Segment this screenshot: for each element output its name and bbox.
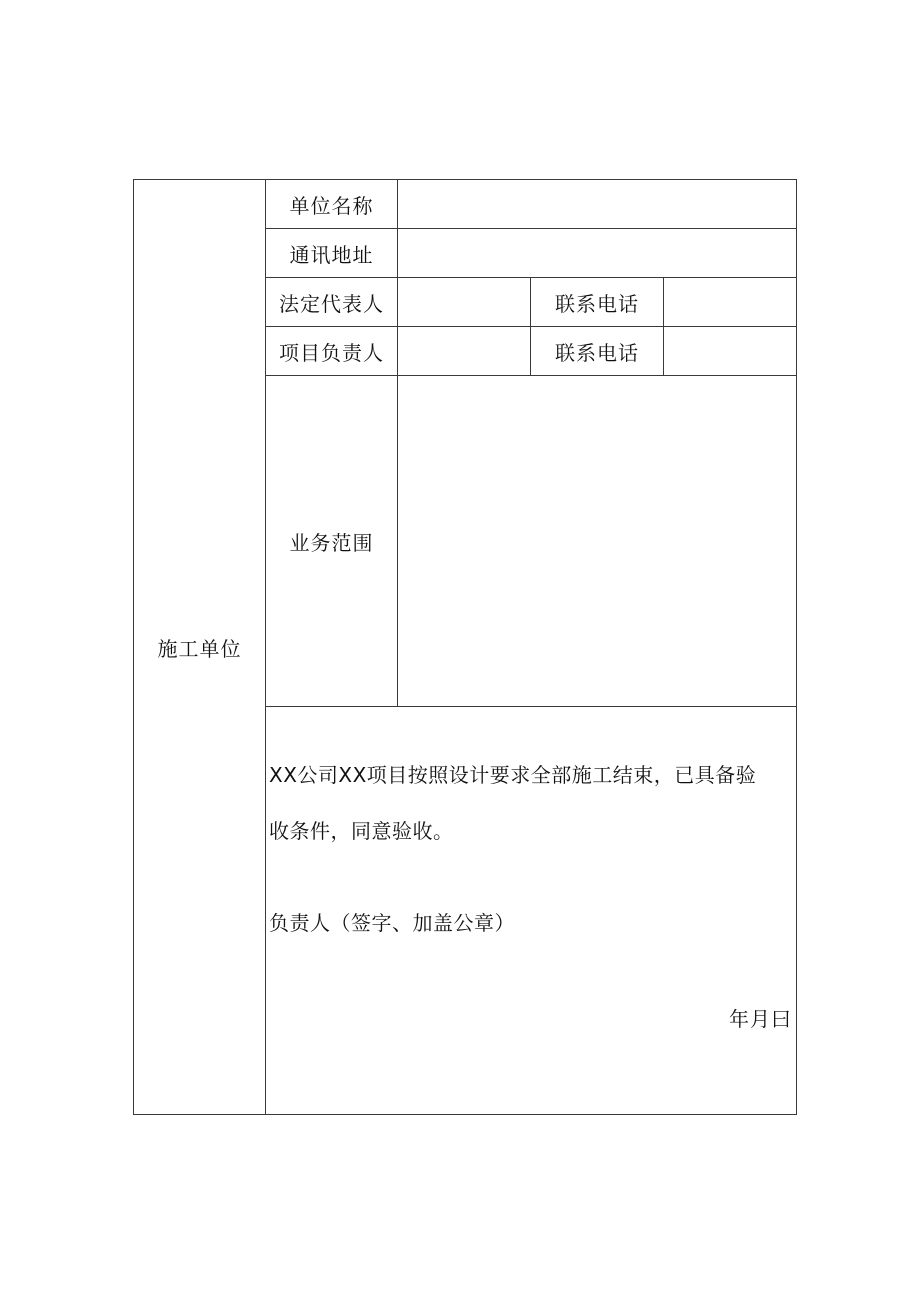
legal-representative-field[interactable] xyxy=(398,278,531,327)
section-label-text: 施工单位 xyxy=(157,636,242,661)
project-lead-phone-label: 联系电话 xyxy=(531,327,664,376)
unit-name-field[interactable] xyxy=(398,180,797,229)
construction-unit-form xyxy=(133,179,797,1115)
unit-name-label: 单位名称 xyxy=(266,180,398,229)
legal-representative-phone-label: 联系电话 xyxy=(531,278,664,327)
project-lead-field[interactable] xyxy=(398,327,531,376)
acceptance-statement-cell xyxy=(266,707,797,1115)
section-label-construction-unit xyxy=(134,180,266,1115)
address-label: 通讯地址 xyxy=(266,229,398,278)
legal-representative-label: 法定代表人 xyxy=(266,278,398,327)
legal-representative-phone-field[interactable] xyxy=(664,278,797,327)
project-lead-label: 项目负责人 xyxy=(266,327,398,376)
date-label: 年月曰 xyxy=(729,1007,793,1031)
project-lead-phone-field[interactable] xyxy=(664,327,797,376)
business-scope-field[interactable] xyxy=(398,376,797,707)
acceptance-statement-line-2: 收条件，同意验收。 xyxy=(269,819,454,843)
address-field[interactable] xyxy=(398,229,797,278)
signature-label: 负责人（签字、加盖公章） xyxy=(269,911,515,935)
business-scope-label: 业务范围 xyxy=(266,376,398,707)
acceptance-statement-line-1: XX公司XX项目按照设计要求全部施工结束，已具备验 xyxy=(269,763,757,787)
